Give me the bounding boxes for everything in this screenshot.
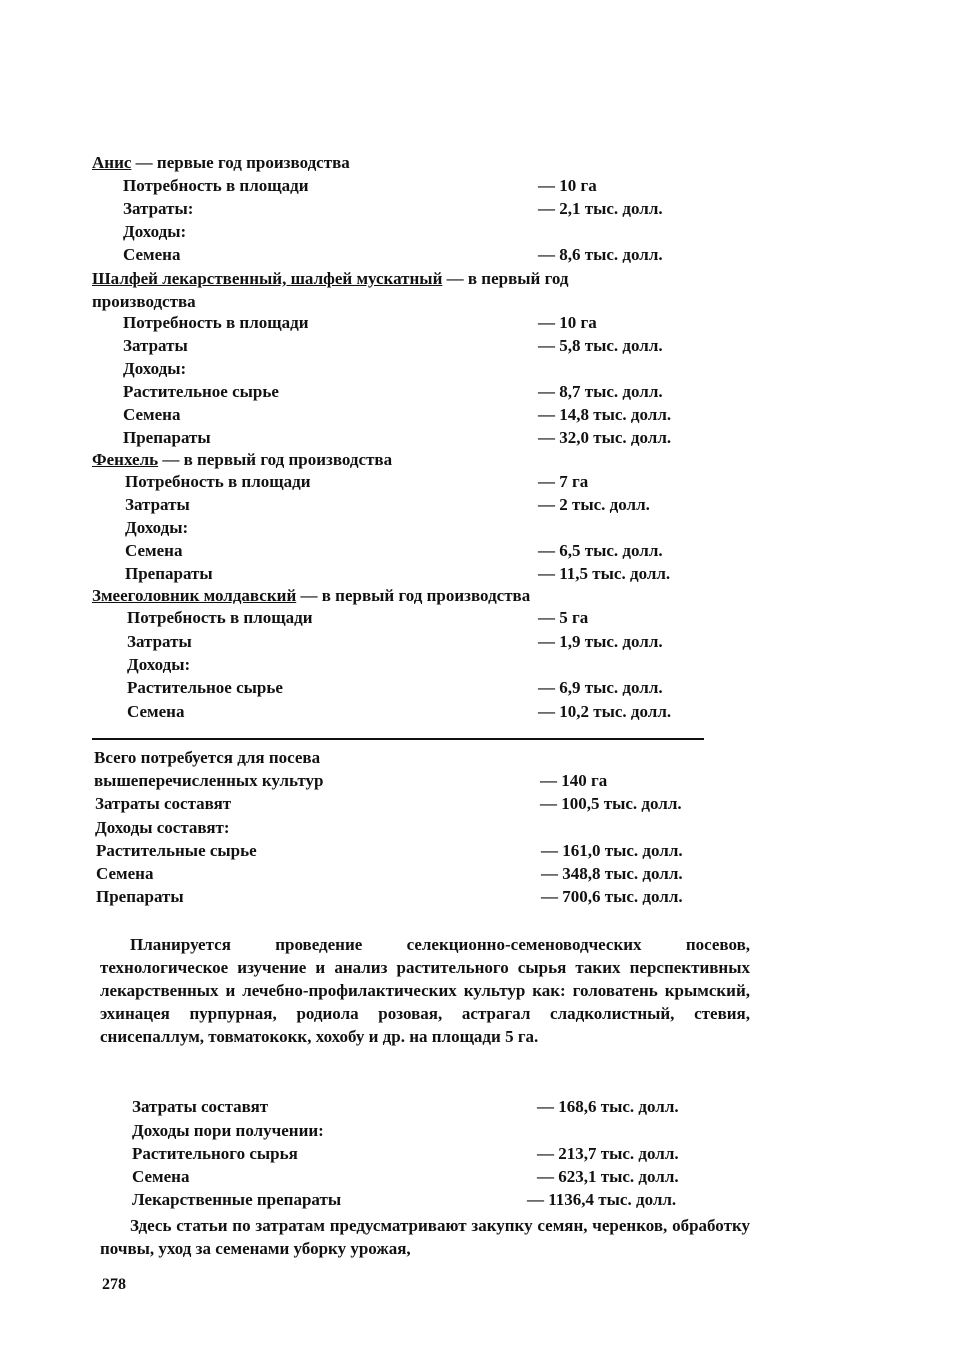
row-label: Растительное сырье bbox=[123, 382, 279, 401]
row-label: Растительного сырья bbox=[132, 1144, 298, 1163]
row-label: Затраты составят bbox=[132, 1097, 269, 1116]
section-title: Фенхель bbox=[92, 450, 159, 469]
section-heading-sage bbox=[92, 267, 569, 291]
divider bbox=[92, 738, 704, 740]
row-label: вышеперечисленных культур bbox=[94, 771, 324, 790]
row-label: Затраты составят bbox=[95, 794, 232, 813]
section-heading-dragonhead bbox=[92, 584, 530, 608]
section-subtitle: — в первый год производства bbox=[158, 450, 393, 469]
section-title: Анис bbox=[92, 153, 132, 172]
row-label: Препараты bbox=[125, 564, 213, 583]
row-value: — 32,0 тыс. долл. bbox=[538, 428, 672, 447]
row-value: — 1136,4 тыс. долл. bbox=[527, 1190, 677, 1209]
row-label: Доходы пори получении: bbox=[132, 1121, 324, 1140]
section-title: Шалфей лекарственный, шалфей мускатный bbox=[92, 269, 443, 288]
totals-line: Всего потребуется для посева bbox=[94, 748, 321, 767]
row-label: Семена bbox=[96, 864, 154, 883]
totals-heading bbox=[94, 746, 320, 770]
row-value: — 140 га bbox=[540, 771, 608, 790]
row-value: — 161,0 тыс. долл. bbox=[541, 841, 683, 860]
row-label: Семена bbox=[123, 245, 181, 264]
row-label: Доходы: bbox=[125, 518, 189, 537]
row-value: — 5 га bbox=[538, 608, 589, 627]
row-label: Семена bbox=[127, 702, 185, 721]
row-label: Затраты: bbox=[123, 199, 194, 218]
body-paragraph bbox=[100, 933, 750, 1048]
row-label: Доходы составят: bbox=[95, 818, 230, 837]
section-heading-anise bbox=[92, 151, 350, 175]
row-value: — 8,6 тыс. долл. bbox=[538, 245, 663, 264]
row-label: Потребность в площади bbox=[123, 313, 309, 332]
section-subtitle: — в первый год bbox=[442, 269, 569, 288]
section-title: Змееголовник молдавский bbox=[92, 586, 297, 605]
section-subtitle-continued: производства bbox=[92, 292, 196, 311]
page-number: 278 bbox=[102, 1276, 126, 1293]
row-label: Потребность в площади bbox=[123, 176, 309, 195]
row-value: — 10,2 тыс. долл. bbox=[538, 702, 672, 721]
row-label: Затраты bbox=[125, 495, 190, 514]
paragraph-text: Планируется проведение селекционно-семеноводческих посевов, технологическое изучение и анализ растительного сырья таких перспективных лекарственных и лечебно-профилактических культур как: головатень крымский, эхинацея пурпурная, родиола розовая, астрагал сладколистный, стевия, снисепаллум, товматококк, хохобу и др. на площади 5 га. bbox=[100, 935, 750, 1046]
closing-paragraph bbox=[100, 1214, 750, 1260]
row-value: — 8,7 тыс. долл. bbox=[538, 382, 663, 401]
section-subtitle: — первые год производства bbox=[131, 153, 350, 172]
row-value: — 10 га bbox=[538, 313, 597, 332]
row-label: Лекарственные препараты bbox=[132, 1190, 342, 1209]
row-label: Доходы: bbox=[123, 359, 187, 378]
row-value: — 6,5 тыс. долл. bbox=[538, 541, 663, 560]
row-value: — 700,6 тыс. долл. bbox=[541, 887, 683, 906]
row-value: — 213,7 тыс. долл. bbox=[537, 1144, 679, 1163]
row-label: Растительные сырье bbox=[96, 841, 257, 860]
row-value: — 2,1 тыс. долл. bbox=[538, 199, 663, 218]
row-value: — 11,5 тыс. долл. bbox=[538, 564, 671, 583]
row-label: Затраты bbox=[127, 632, 192, 651]
row-value: — 14,8 тыс. долл. bbox=[538, 405, 672, 424]
row-label: Препараты bbox=[96, 887, 184, 906]
row-value: — 100,5 тыс. долл. bbox=[540, 794, 682, 813]
row-label: Потребность в площади bbox=[125, 472, 311, 491]
row-label: Затраты bbox=[123, 336, 188, 355]
row-label: Доходы: bbox=[127, 655, 191, 674]
row-label: Семена bbox=[123, 405, 181, 424]
row-label: Семена bbox=[132, 1167, 190, 1186]
row-value: — 10 га bbox=[538, 176, 597, 195]
row-value: — 1,9 тыс. долл. bbox=[538, 632, 663, 651]
section-heading-fennel bbox=[92, 448, 392, 472]
row-value: — 7 га bbox=[538, 472, 589, 491]
row-value: — 623,1 тыс. долл. bbox=[537, 1167, 679, 1186]
row-label: Доходы: bbox=[123, 222, 187, 241]
row-label: Семена bbox=[125, 541, 183, 560]
row-label: Потребность в площади bbox=[127, 608, 313, 627]
row-value: — 168,6 тыс. долл. bbox=[537, 1097, 679, 1116]
row-label: Препараты bbox=[123, 428, 211, 447]
row-value: — 5,8 тыс. долл. bbox=[538, 336, 663, 355]
row-value: — 348,8 тыс. долл. bbox=[541, 864, 683, 883]
row-value: — 2 тыс. долл. bbox=[538, 495, 650, 514]
closing-text: Здесь статьи по затратам предусматривают закупку семян, черенков, обработку почвы, уход за семенами уборку урожая, bbox=[100, 1216, 750, 1258]
section-subtitle: — в первый год производства bbox=[296, 586, 531, 605]
row-value: — 6,9 тыс. долл. bbox=[538, 678, 663, 697]
row-label: Растительное сырье bbox=[127, 678, 283, 697]
